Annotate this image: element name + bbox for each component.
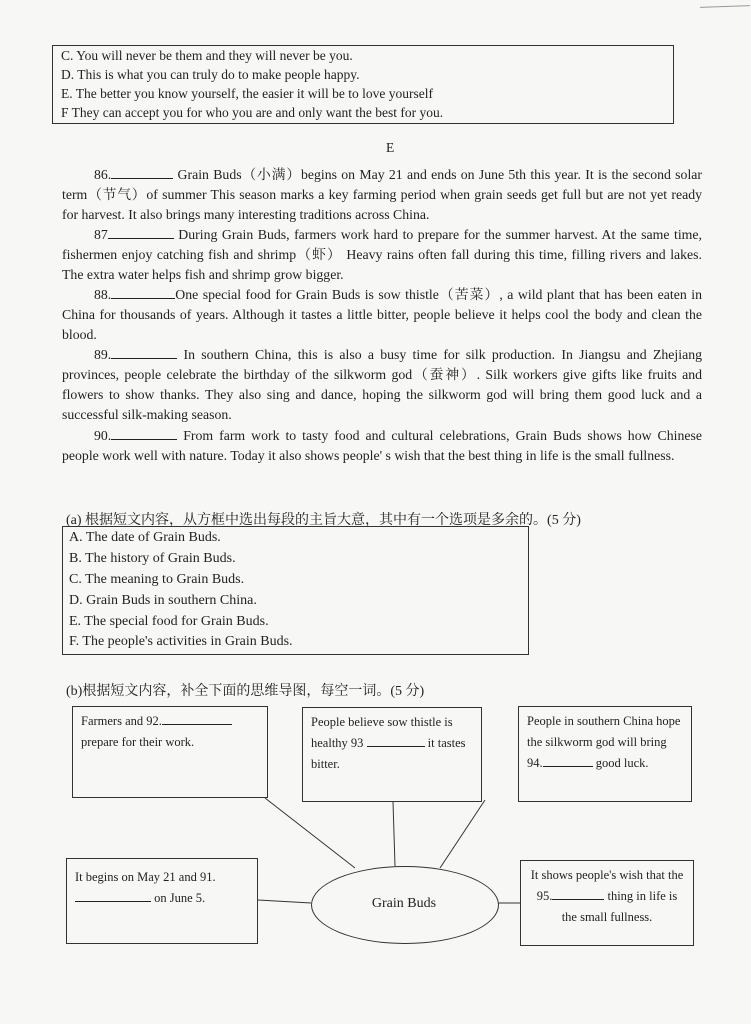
paragraph-text-87: During Grain Buds, farmers work hard to prepare for the summer harvest. At the same time, fishermen enjoy catching fish and shrimp（虾） Heavy rains often fall during this time, filling rivers and lakes. The extra water helps fish and shrimp grow bigger. (62, 227, 702, 282)
box93-text-post: it tastes bitter. (311, 736, 466, 771)
connector-92 (265, 798, 355, 868)
mindmap-center-label: Grain Buds (371, 896, 437, 911)
option-d: D. This is what you can truly do to make people happy. (61, 67, 360, 82)
option-a-f: F. The people's activities in Grain Buds. (69, 634, 293, 649)
connector-93 (393, 802, 395, 866)
question-number-87: 87 (94, 227, 108, 242)
question-number-86: 86. (94, 167, 112, 182)
section-letter: E (386, 140, 395, 155)
mindmap-box-93 (302, 707, 482, 802)
box93-text-pre: People believe sow thistle is healthy 93 (311, 715, 453, 750)
option-a-c: C. The meaning to Grain Buds. (69, 572, 245, 587)
box94-text-pre: People in southern China hope the silkworm god will bring 94. (527, 714, 681, 770)
option-a-a: A. The date of Grain Buds. (69, 530, 221, 545)
connector-91 (258, 900, 311, 903)
box92-text-post: prepare for their work. (81, 735, 195, 749)
paragraph-text-88: One special food for Grain Buds is sow thistle（苦菜）, a wild plant that has been eaten in China for thousands of years. Although it tastes a little bitter, people believe it helps cool the body and clean the blood. (62, 287, 702, 342)
mindmap-box-92 (72, 706, 268, 798)
option-a-b: B. The history of Grain Buds. (69, 551, 236, 566)
answer-blank-94[interactable] (543, 753, 593, 767)
question-a-prompt: (a) 根据短文内容，从方框中选出每段的主旨大意，其中有一个选项是多余的。(5 分) (66, 513, 581, 528)
question-number-88: 88. (94, 287, 112, 302)
question-number-89: 89. (94, 347, 112, 362)
answer-blank-91[interactable] (75, 888, 151, 902)
question-number-90: 90. (94, 428, 112, 443)
connector-94 (440, 800, 485, 868)
paragraph-text-90: From farm work to tasty food and cultural celebrations, Grain Buds shows how Chinese people work well with nature. Today it also shows people' s wish that the best thing in life is the small fullness. (62, 428, 702, 463)
question-b-prompt: (b)根据短文内容，补全下面的思维导图，每空一词。(5 分) (66, 684, 425, 699)
box92-text-pre: Farmers and 92. (81, 714, 162, 728)
option-c: C. You will never be them and they will never be you. (61, 48, 353, 63)
option-a-d: D. Grain Buds in southern China. (69, 593, 257, 608)
answer-blank-92[interactable] (162, 711, 232, 725)
box91-text-post: on June 5. (154, 891, 206, 905)
answer-blank-95[interactable] (552, 886, 604, 900)
option-e: E. The better you know yourself, the easier it will be to love yourself (61, 86, 434, 101)
mindmap-box-91 (66, 858, 258, 944)
mindmap-box-95 (520, 860, 694, 946)
box95-text-pre: It shows people's wish that the 95. (530, 868, 684, 903)
option-f: F They can accept you for who you are and only want the best for you. (61, 105, 444, 120)
box91-text-pre: It begins on May 21 and 91. (75, 870, 216, 884)
box95-text-post: thing in life is the small fullness. (561, 889, 678, 924)
answer-blank-93[interactable] (367, 733, 425, 747)
paragraph-text-89: In southern China, this is also a busy time for silk production. In Jiangsu and Zhejiang provinces, people celebrate the birthday of the silkworm god（蚕神）. Silk workers give gifts like fruits and flowers to show thanks. They also sing and dance, hoping the silkworm god will bring them good luck and a successful silk-making season. (62, 347, 702, 422)
paragraph-text-86: Grain Buds（小满）begins on May 21 and ends on June 5th this year. It is the second solar term（节气）of summer This season marks a key farming period when grain seeds get full but are not yet ready for harvest. It also brings many interesting traditions across China. (62, 167, 702, 222)
box94-text-post: good luck. (595, 756, 649, 770)
option-a-e: E. The special food for Grain Buds. (69, 614, 269, 629)
mindmap-box-94 (518, 706, 692, 802)
